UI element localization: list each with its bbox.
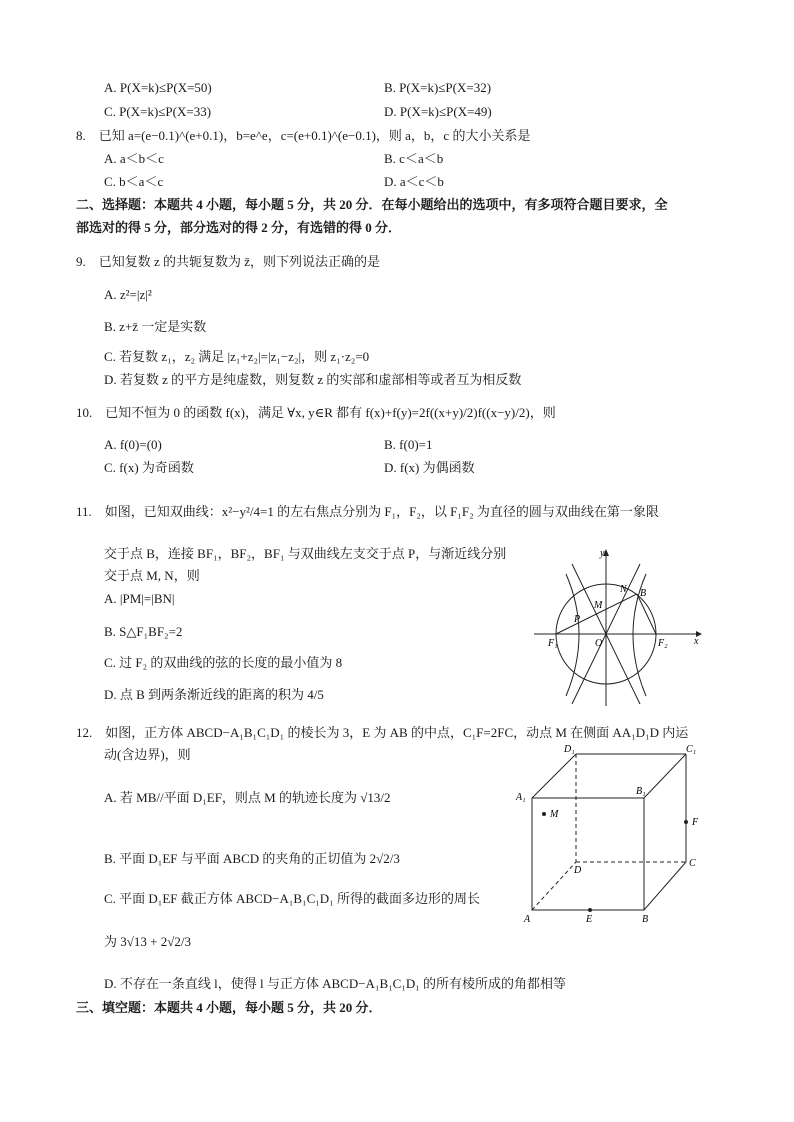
q12-option-b: B. 平面 D₁EF 与平面 ABCD 的夹角的正切值为 2√2/3 [104,851,400,866]
label-m: M [550,809,559,820]
label-c: C [689,858,696,869]
q10-option-b: B. f(0)=1 [384,437,433,452]
edge-b1c1 [644,754,686,798]
label-f2: F₂ [658,638,668,649]
section2-heading-line1: 二、选择题：本题共 4 小题，每小题 5 分，共 20 分．在每小题给出的选项中，有多项符合题目要求，全 [76,197,668,212]
q8-option-c: C. b＜a＜c [104,174,164,189]
segment-bf2 [637,594,656,634]
label-b: B [640,588,647,599]
label-d1: D₁ [564,744,575,755]
q10-option-d: D. f(x) 为偶函数 [384,460,475,475]
label-n: N [620,584,627,595]
q11-stem-line2: 交于点 B，连接 BF₁，BF₂，BF₁ 与双曲线左支交于点 P，与渐近线分别 [104,546,507,561]
q7-option-b: B. P(X=k)≤P(X=32) [384,80,492,95]
label-m: M [594,600,603,611]
label-a: A [524,914,531,925]
label-f1: F₁ [548,638,558,649]
label-x: x [694,636,699,647]
q9-option-a: A. z²=|z|² [104,287,152,302]
q11-option-b: B. S△F₁BF₂=2 [104,624,183,639]
q7-option-a: A. P(X=k)≤P(X=50) [104,80,212,95]
label-p: P [574,614,581,625]
label-b1: B₁ [636,786,646,797]
section3-heading: 三、填空题：本题共 4 小题，每小题 5 分，共 20 分． [76,1000,382,1015]
hyperbola-left-branch [566,574,579,696]
point-m [542,812,546,816]
label-f: F [692,817,699,828]
hyperbola-figure [534,546,704,708]
q12-option-c: C. 平面 D₁EF 截正方体 ABCD−A₁B₁C₁D₁ 所得的截面多边形的周长 [104,891,480,906]
q11-stem-line3: 交于点 M, N，则 [104,568,200,583]
q9-option-d: D. 若复数 z 的平方是纯虚数，则复数 z 的实部和虚部相等或者互为相反数 [104,372,522,387]
q8-option-b: B. c＜a＜b [384,151,444,166]
label-e: E [586,914,593,925]
q9-option-b: B. z+z̄ 一定是实数 [104,319,207,334]
cube-figure [510,740,710,925]
q9-stem: 9. 已知复数 z 的共轭复数为 z̄，则下列说法正确的是 [76,254,381,269]
edge-bc [644,862,686,910]
cube-front-face [532,798,644,910]
q11-option-c: C. 过 F₂ 的双曲线的弦的长度的最小值为 8 [104,655,343,670]
q11-option-a: A. |PM|=|BN| [104,591,175,606]
q12-stem: 12. 如图，正方体 ABCD−A₁B₁C₁D₁ 的棱长为 3，E 为 AB 的中点，C₁F=2FC，动点 M 在侧面 AA₁D₁D 内运 [76,725,689,740]
q10-option-a: A. f(0)=(0) [104,437,162,452]
q10-stem: 10. 已知不恒为 0 的函数 f(x)，满足 ∀x, y∈R 都有 f(x)+f(y)=2f((x+y)/2)f((x−y)/2)，则 [76,405,556,420]
q12-stem-line2: 动(含边界)，则 [104,747,191,762]
q7-option-c: C. P(X=k)≤P(X=33) [104,104,212,119]
label-o: O [595,638,603,649]
label-c1: C₁ [686,744,697,755]
q9-option-c: C. 若复数 z₁，z₂ 满足 |z₁+z₂|=|z₁−z₂|，则 z₁·z₂=0 [104,349,370,364]
edge-a1d1 [532,754,576,798]
edge-ad-hidden [532,862,576,910]
label-b: B [642,914,649,925]
q8-stem: 8. 已知 a=(e−0.1)^(e+0.1)，b=e^e，c=(e+0.1)^(e−0.1)，则 a，b，c 的大小关系是 [76,128,531,143]
q12-option-a: A. 若 MB//平面 D₁EF，则点 M 的轨迹长度为 √13/2 [104,790,391,805]
q11-stem: 11. 如图，已知双曲线：x²−y²/4=1 的左右焦点分别为 F₁，F₂，以 F₁F₂ 为直径的圆与双曲线在第一象限 [76,504,659,519]
label-y: y [600,548,605,559]
point-e [588,908,592,912]
label-a1: A₁ [516,792,526,803]
q12-option-d: D. 不存在一条直线 l，使得 l 与正方体 ABCD−A₁B₁C₁D₁ 的所有棱所成的角都相等 [104,976,567,991]
q7-option-d: D. P(X=k)≤P(X=49) [384,104,492,119]
q10-option-c: C. f(x) 为奇函数 [104,460,194,475]
point-f [684,820,688,824]
q8-option-a: A. a＜b＜c [104,151,164,166]
label-d: D [574,865,582,876]
q12-option-c-cont: 为 3√13 + 2√2/3 [104,934,191,949]
q11-option-d: D. 点 B 到两条渐近线的距离的积为 4/5 [104,687,324,702]
q8-option-d: D. a＜c＜b [384,174,444,189]
section2-heading-line2: 部选对的得 5 分，部分选对的得 2 分，有选错的得 0 分． [76,220,402,235]
